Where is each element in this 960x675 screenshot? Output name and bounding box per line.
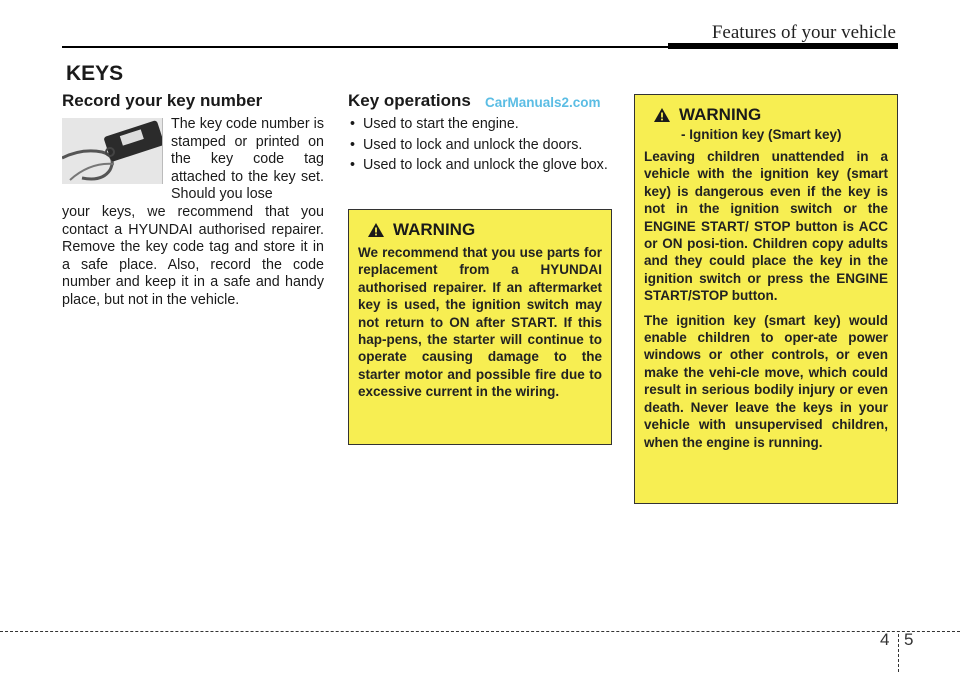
chapter-number: 4 (880, 630, 890, 649)
warning-title: WARNING (393, 220, 476, 239)
operations-heading: Key operations (348, 91, 471, 110)
page-number-separator (898, 634, 899, 672)
warning-subtitle: - Ignition key (Smart key) (681, 127, 842, 142)
footer-rule (0, 631, 960, 632)
warning-box-smart-key (634, 94, 898, 504)
record-heading: Record your key number (62, 91, 263, 110)
section-title: KEYS (66, 62, 124, 85)
warning-header (367, 220, 602, 240)
page-number: 5 (904, 630, 914, 649)
warning-box-parts (348, 209, 612, 445)
warning-triangle-icon (653, 107, 671, 123)
key-tag-illustration (62, 118, 162, 184)
header-tab-bar (668, 43, 898, 49)
watermark: CarManuals2.com (485, 95, 601, 110)
warning-body: We recommend that you use parts for replacement from a HYUNDAI authorised repairer. If an aftermarket key is used, the ignition switch may not return to ON after START. If this hap-pens, the starter will continue to operate causing damage to the starter motor and possible fire due to excessive current in the wiring. (358, 245, 602, 400)
warning-paragraph-2: The ignition key (smart key) would enable children to oper-ate power windows or other controls, or even make the vehi-cle move, which could result in serious bodily injury or even death. Never leave the keys in your vehicle with unsupervised children, when the engine is running. (644, 312, 888, 450)
record-text-bottom: your keys, we recommend that you contact a HYUNDAI authorised repairer. Remove the key code tag and store it in a safe place. Also, record the code number and keep it in a safe and handy place, but not in the vehicle. (62, 204, 324, 308)
warning-header (653, 105, 888, 125)
list-item: • Used to lock and unlock the doors. (350, 136, 583, 153)
warning-title: WARNING (679, 105, 762, 124)
key-tag-image (62, 118, 163, 184)
running-header: Features of your vehicle (711, 22, 896, 43)
warning-paragraph-1: Leaving children unattended in a vehicle with the ignition key (smart key) is dangerous even if the key is not in the ignition switch or the ENGINE START/ STOP button is ACC or ON posi-tion. Children copy adults and they could place the key in the ignition switch or press the ENGINE START/STOP button. (644, 149, 888, 304)
record-text-top: The key code number is stamped or printed on the key code tag attached to the key set. Should you lose (171, 116, 324, 203)
warning-triangle-icon (367, 222, 385, 238)
list-item: • Used to start the engine. (350, 116, 519, 132)
list-item: • Used to lock and unlock the glove box. (350, 157, 608, 174)
operations-list (348, 116, 614, 178)
